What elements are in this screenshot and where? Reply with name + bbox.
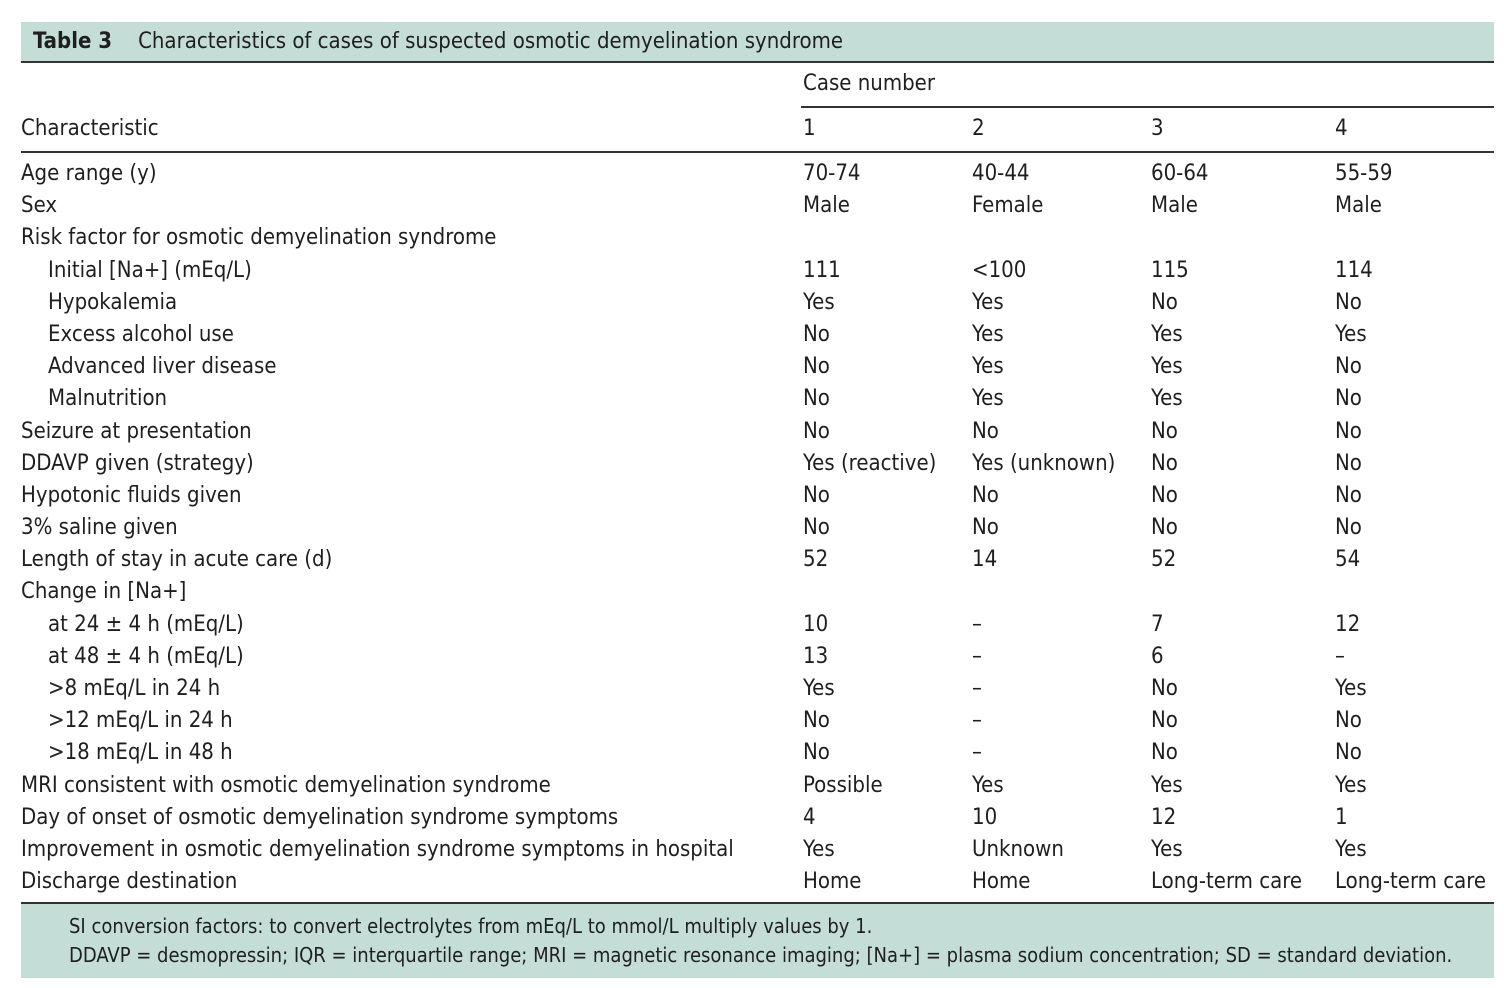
cell-case-3: 115 <box>1151 257 1189 283</box>
cell-case-4: No <box>1335 740 1362 766</box>
row-label: MRI consistent with osmotic demyelination syndrome <box>21 772 551 798</box>
cell-case-4: Long-term care <box>1335 869 1487 895</box>
cell-case-1: 52 <box>803 547 829 573</box>
cell-case-4: – <box>1335 643 1345 669</box>
table-row <box>21 577 1494 609</box>
cell-case-2: – <box>972 643 982 669</box>
table-label: Table 3 <box>33 29 113 54</box>
row-label: Initial [Na+] (mEq/L) <box>48 257 252 283</box>
row-label: >8 mEq/L in 24 h <box>48 676 221 701</box>
cell-case-1: Yes (reactive) <box>803 450 937 476</box>
row-label: DDAVP given (strategy) <box>21 450 254 476</box>
cell-case-2: Yes <box>972 772 1004 798</box>
cell-case-3: 52 <box>1151 547 1177 573</box>
cell-case-4: Yes <box>1335 836 1367 862</box>
row-label: Advanced liver disease <box>48 354 277 380</box>
table-row <box>21 191 1494 223</box>
cell-case-3: 6 <box>1151 643 1164 669</box>
cell-case-3: Yes <box>1151 772 1183 798</box>
cell-case-1: Possible <box>803 772 883 798</box>
table-row <box>21 513 1494 545</box>
cell-case-2: Yes <box>972 289 1004 315</box>
row-label: at 48 ± 4 h (mEq/L) <box>48 643 244 669</box>
cell-case-2: No <box>972 418 999 444</box>
table-row <box>21 256 1494 288</box>
cell-case-1: No <box>803 515 830 541</box>
case-number-rule <box>801 106 1494 108</box>
cell-case-4: No <box>1335 708 1362 734</box>
table-title: Characteristics of cases of suspected osmotic demyelination syndrome <box>138 29 844 54</box>
cell-case-4: 114 <box>1335 257 1373 283</box>
cell-case-1: No <box>803 386 830 412</box>
cell-case-1: Yes <box>803 289 835 315</box>
cell-case-2: Yes <box>972 386 1004 412</box>
cell-case-3: No <box>1151 450 1178 476</box>
table-row <box>21 835 1494 867</box>
cell-case-2: 14 <box>972 547 998 573</box>
cell-case-3: Male <box>1151 193 1198 219</box>
cell-case-1: Yes <box>803 836 835 862</box>
table-row <box>21 610 1494 642</box>
cell-case-1: No <box>803 482 830 508</box>
row-label: Excess alcohol use <box>48 321 234 347</box>
cell-case-1: 4 <box>803 804 816 830</box>
cell-case-1: Home <box>803 869 862 895</box>
cell-case-4: Yes <box>1335 321 1367 347</box>
cell-case-3: No <box>1151 515 1178 541</box>
column-header-case-2: 2 <box>972 116 985 141</box>
case-number-header: Case number <box>803 71 935 96</box>
cell-case-2: Yes <box>972 354 1004 380</box>
column-header-case-3: 3 <box>1151 116 1164 141</box>
row-label: Length of stay in acute care (d) <box>21 547 333 573</box>
cell-case-3: No <box>1151 482 1178 508</box>
cell-case-1: Male <box>803 193 850 219</box>
row-label: Seizure at presentation <box>21 418 252 444</box>
cell-case-3: No <box>1151 708 1178 734</box>
table-3 <box>21 22 1494 978</box>
cell-case-2: No <box>972 482 999 508</box>
cell-case-3: Yes <box>1151 836 1183 862</box>
table-row <box>21 481 1494 513</box>
cell-case-4: No <box>1335 515 1362 541</box>
column-header-case-1: 1 <box>803 116 816 141</box>
cell-case-3: Yes <box>1151 321 1183 347</box>
table-row <box>21 417 1494 449</box>
table-row <box>21 352 1494 384</box>
cell-case-2: No <box>972 515 999 541</box>
cell-case-2: <100 <box>972 257 1027 283</box>
table-footnotes <box>21 904 1494 978</box>
cell-case-2: – <box>972 676 982 701</box>
cell-case-1: No <box>803 740 830 766</box>
cell-case-1: No <box>803 321 830 347</box>
row-label: Day of onset of osmotic demyelination syndrome symptoms <box>21 804 619 830</box>
row-label: Change in [Na+] <box>21 579 187 605</box>
table-row <box>21 642 1494 674</box>
row-label: Malnutrition <box>48 386 168 412</box>
row-label: Age range (y) <box>21 161 157 186</box>
cell-case-3: Yes <box>1151 354 1183 380</box>
table-row <box>21 738 1494 770</box>
row-label: 3% saline given <box>21 515 178 541</box>
cell-case-4: 12 <box>1335 611 1361 637</box>
cell-case-3: 7 <box>1151 611 1164 637</box>
characteristic-header: Characteristic <box>21 116 159 141</box>
row-label: Risk factor for osmotic demyelination syndrome <box>21 225 497 251</box>
cell-case-2: – <box>972 708 982 734</box>
cell-case-4: No <box>1335 482 1362 508</box>
table-row <box>21 288 1494 320</box>
table-caption <box>21 22 1494 63</box>
column-header-case-4: 4 <box>1335 116 1348 141</box>
table-row <box>21 384 1494 416</box>
cell-case-1: No <box>803 418 830 444</box>
table-row <box>21 449 1494 481</box>
cell-case-2: 10 <box>972 804 998 830</box>
cell-case-2: 40-44 <box>972 161 1030 186</box>
cell-case-4: 1 <box>1335 804 1348 830</box>
footnote-si-conversion: SI conversion factors: to convert electrolytes from mEq/L to mmol/L multiply values by 1. <box>69 914 873 939</box>
table-row <box>21 867 1494 899</box>
cell-case-1: 13 <box>803 643 829 669</box>
cell-case-4: Male <box>1335 193 1382 219</box>
cell-case-4: 54 <box>1335 547 1361 573</box>
cell-case-3: No <box>1151 289 1178 315</box>
cell-case-3: Long-term care <box>1151 869 1303 895</box>
cell-case-3: No <box>1151 418 1178 444</box>
table-row <box>21 159 1494 191</box>
cell-case-2: Yes <box>972 321 1004 347</box>
cell-case-3: No <box>1151 740 1178 766</box>
cell-case-1: 10 <box>803 611 829 637</box>
row-label: Hypokalemia <box>48 289 178 315</box>
cell-case-2: Yes (unknown) <box>972 450 1116 476</box>
cell-case-2: – <box>972 740 982 766</box>
row-label: >12 mEq/L in 24 h <box>48 708 233 734</box>
cell-case-4: No <box>1335 354 1362 380</box>
cell-case-2: Unknown <box>972 836 1064 862</box>
row-label: Discharge destination <box>21 869 238 895</box>
table-row <box>21 674 1494 706</box>
table-row <box>21 706 1494 738</box>
row-label: Hypotonic fluids given <box>21 482 242 508</box>
row-label: >18 mEq/L in 48 h <box>48 740 233 766</box>
cell-case-4: Yes <box>1335 772 1367 798</box>
cell-case-2: Female <box>972 193 1044 219</box>
cell-case-3: Yes <box>1151 386 1183 412</box>
table-row <box>21 545 1494 577</box>
row-label: Improvement in osmotic demyelination syndrome symptoms in hospital <box>21 836 734 862</box>
cell-case-4: 55-59 <box>1335 161 1393 186</box>
cell-case-1: No <box>803 708 830 734</box>
cell-case-4: No <box>1335 386 1362 412</box>
table-row <box>21 320 1494 352</box>
table-header <box>21 63 1494 153</box>
row-label: at 24 ± 4 h (mEq/L) <box>48 611 244 637</box>
cell-case-3: 12 <box>1151 804 1177 830</box>
table-row <box>21 223 1494 255</box>
cell-case-2: Home <box>972 869 1031 895</box>
cell-case-4: No <box>1335 289 1362 315</box>
footnote-abbreviations: DDAVP = desmopressin; IQR = interquartile range; MRI = magnetic resonance imaging; [Na+] = plasma sodium concentration; SD = standard deviation. <box>69 943 1453 968</box>
cell-case-3: No <box>1151 676 1178 701</box>
cell-case-4: No <box>1335 418 1362 444</box>
cell-case-4: Yes <box>1335 676 1367 701</box>
cell-case-1: 70-74 <box>803 161 861 186</box>
cell-case-4: No <box>1335 450 1362 476</box>
table-row <box>21 771 1494 803</box>
cell-case-1: Yes <box>803 676 835 701</box>
cell-case-1: 111 <box>803 257 841 283</box>
table-body <box>21 153 1494 904</box>
cell-case-1: No <box>803 354 830 380</box>
row-label: Sex <box>21 193 58 219</box>
cell-case-3: 60-64 <box>1151 161 1209 186</box>
cell-case-2: – <box>972 611 982 637</box>
table-row <box>21 803 1494 835</box>
